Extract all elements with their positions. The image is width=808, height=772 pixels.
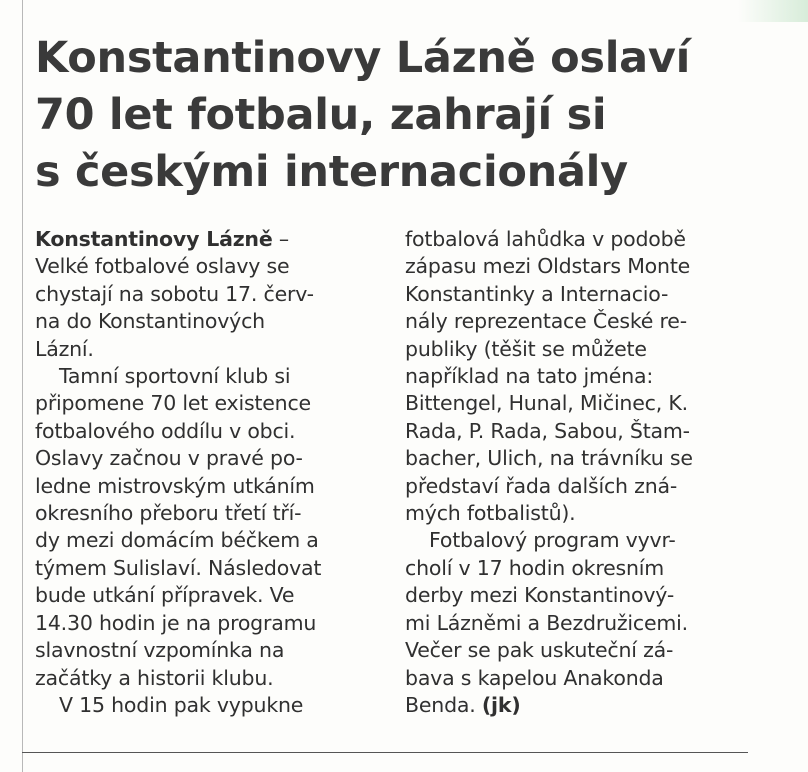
- body-line: ledne mistrovským utkáním: [35, 473, 315, 498]
- body-line: Velké fotbalové oslavy se: [35, 254, 290, 279]
- article-headline: [35, 30, 775, 201]
- body-line: fotbalového oddílu v obci.: [35, 418, 296, 443]
- body-line: 14.30 hodin je na programu: [35, 610, 317, 635]
- bottom-rule: [22, 752, 748, 753]
- scan-smudge: [738, 0, 808, 22]
- body-line: Lázní.: [35, 336, 94, 361]
- body-line: Oslavy začnou v pravé po-: [35, 446, 303, 471]
- body-line: Fotbalový program vyvr-: [429, 528, 676, 553]
- body-line: zápasu mezi Oldstars Monte: [405, 254, 691, 279]
- body-line: bava s kapelou Anakonda: [405, 665, 664, 690]
- body-line: cholí v 17 hodin okresním: [405, 555, 665, 580]
- article-column-left: [35, 226, 360, 719]
- closing-text: Benda.: [405, 692, 482, 717]
- body-line: [35, 226, 360, 253]
- body-line: Bittengel, Hunal, Mičinec, K.: [405, 391, 688, 416]
- headline-line: 70 let fotbalu, zahrají si: [35, 90, 607, 140]
- body-line: dy mezi domácím béčkem a: [35, 528, 319, 553]
- body-line: Večer se pak uskuteční zá-: [405, 638, 674, 663]
- body-line: slavnostní vzpomínka na: [35, 638, 285, 663]
- body-line: Konstantinky a Internacio-: [405, 281, 669, 306]
- body-line: nály reprezentace České re-: [405, 309, 687, 334]
- headline-line: Konstantinovy Lázně oslaví: [35, 33, 691, 83]
- body-line: Rada, P. Rada, Sabou, Štam-: [405, 418, 690, 443]
- body-line: bude utkání přípravek. Ve: [35, 583, 295, 608]
- body-line: publiky (těšit se můžete: [405, 336, 647, 361]
- body-line: mých fotbalistů).: [405, 501, 576, 526]
- body-line: připomene 70 let existence: [35, 391, 311, 416]
- body-line: [405, 692, 765, 719]
- body-line: derby mezi Konstantinový-: [405, 583, 675, 608]
- body-line: okresního přeboru třetí tří-: [35, 501, 302, 526]
- body-line: Tamní sportovní klub si: [59, 364, 291, 389]
- dateline-dash: –: [272, 227, 289, 251]
- body-line: bacher, Ulich, na trávníku se: [405, 446, 693, 471]
- body-line: představí řada dalších zná-: [405, 473, 678, 498]
- dateline: Konstantinovy Lázně: [35, 227, 273, 251]
- body-line: například na tato jména:: [405, 364, 654, 389]
- column-rule-left: [22, 0, 23, 772]
- body-line: fotbalová lahůdka v podobě: [405, 227, 686, 251]
- body-line: týmem Sulislaví. Následovat: [35, 555, 322, 580]
- body-line: chystají na sobotu 17. červ-: [35, 281, 314, 306]
- body-line: mi Lázněmi a Bezdružicemi.: [405, 610, 688, 635]
- headline-line: s českými internacionály: [35, 147, 628, 197]
- body-line: začátky a historii klubu.: [35, 665, 274, 690]
- article-column-right: [405, 226, 765, 719]
- body-line: na do Konstantinových: [35, 309, 265, 334]
- author-byline: (jk): [481, 692, 521, 717]
- body-line: V 15 hodin pak vypukne: [59, 692, 304, 717]
